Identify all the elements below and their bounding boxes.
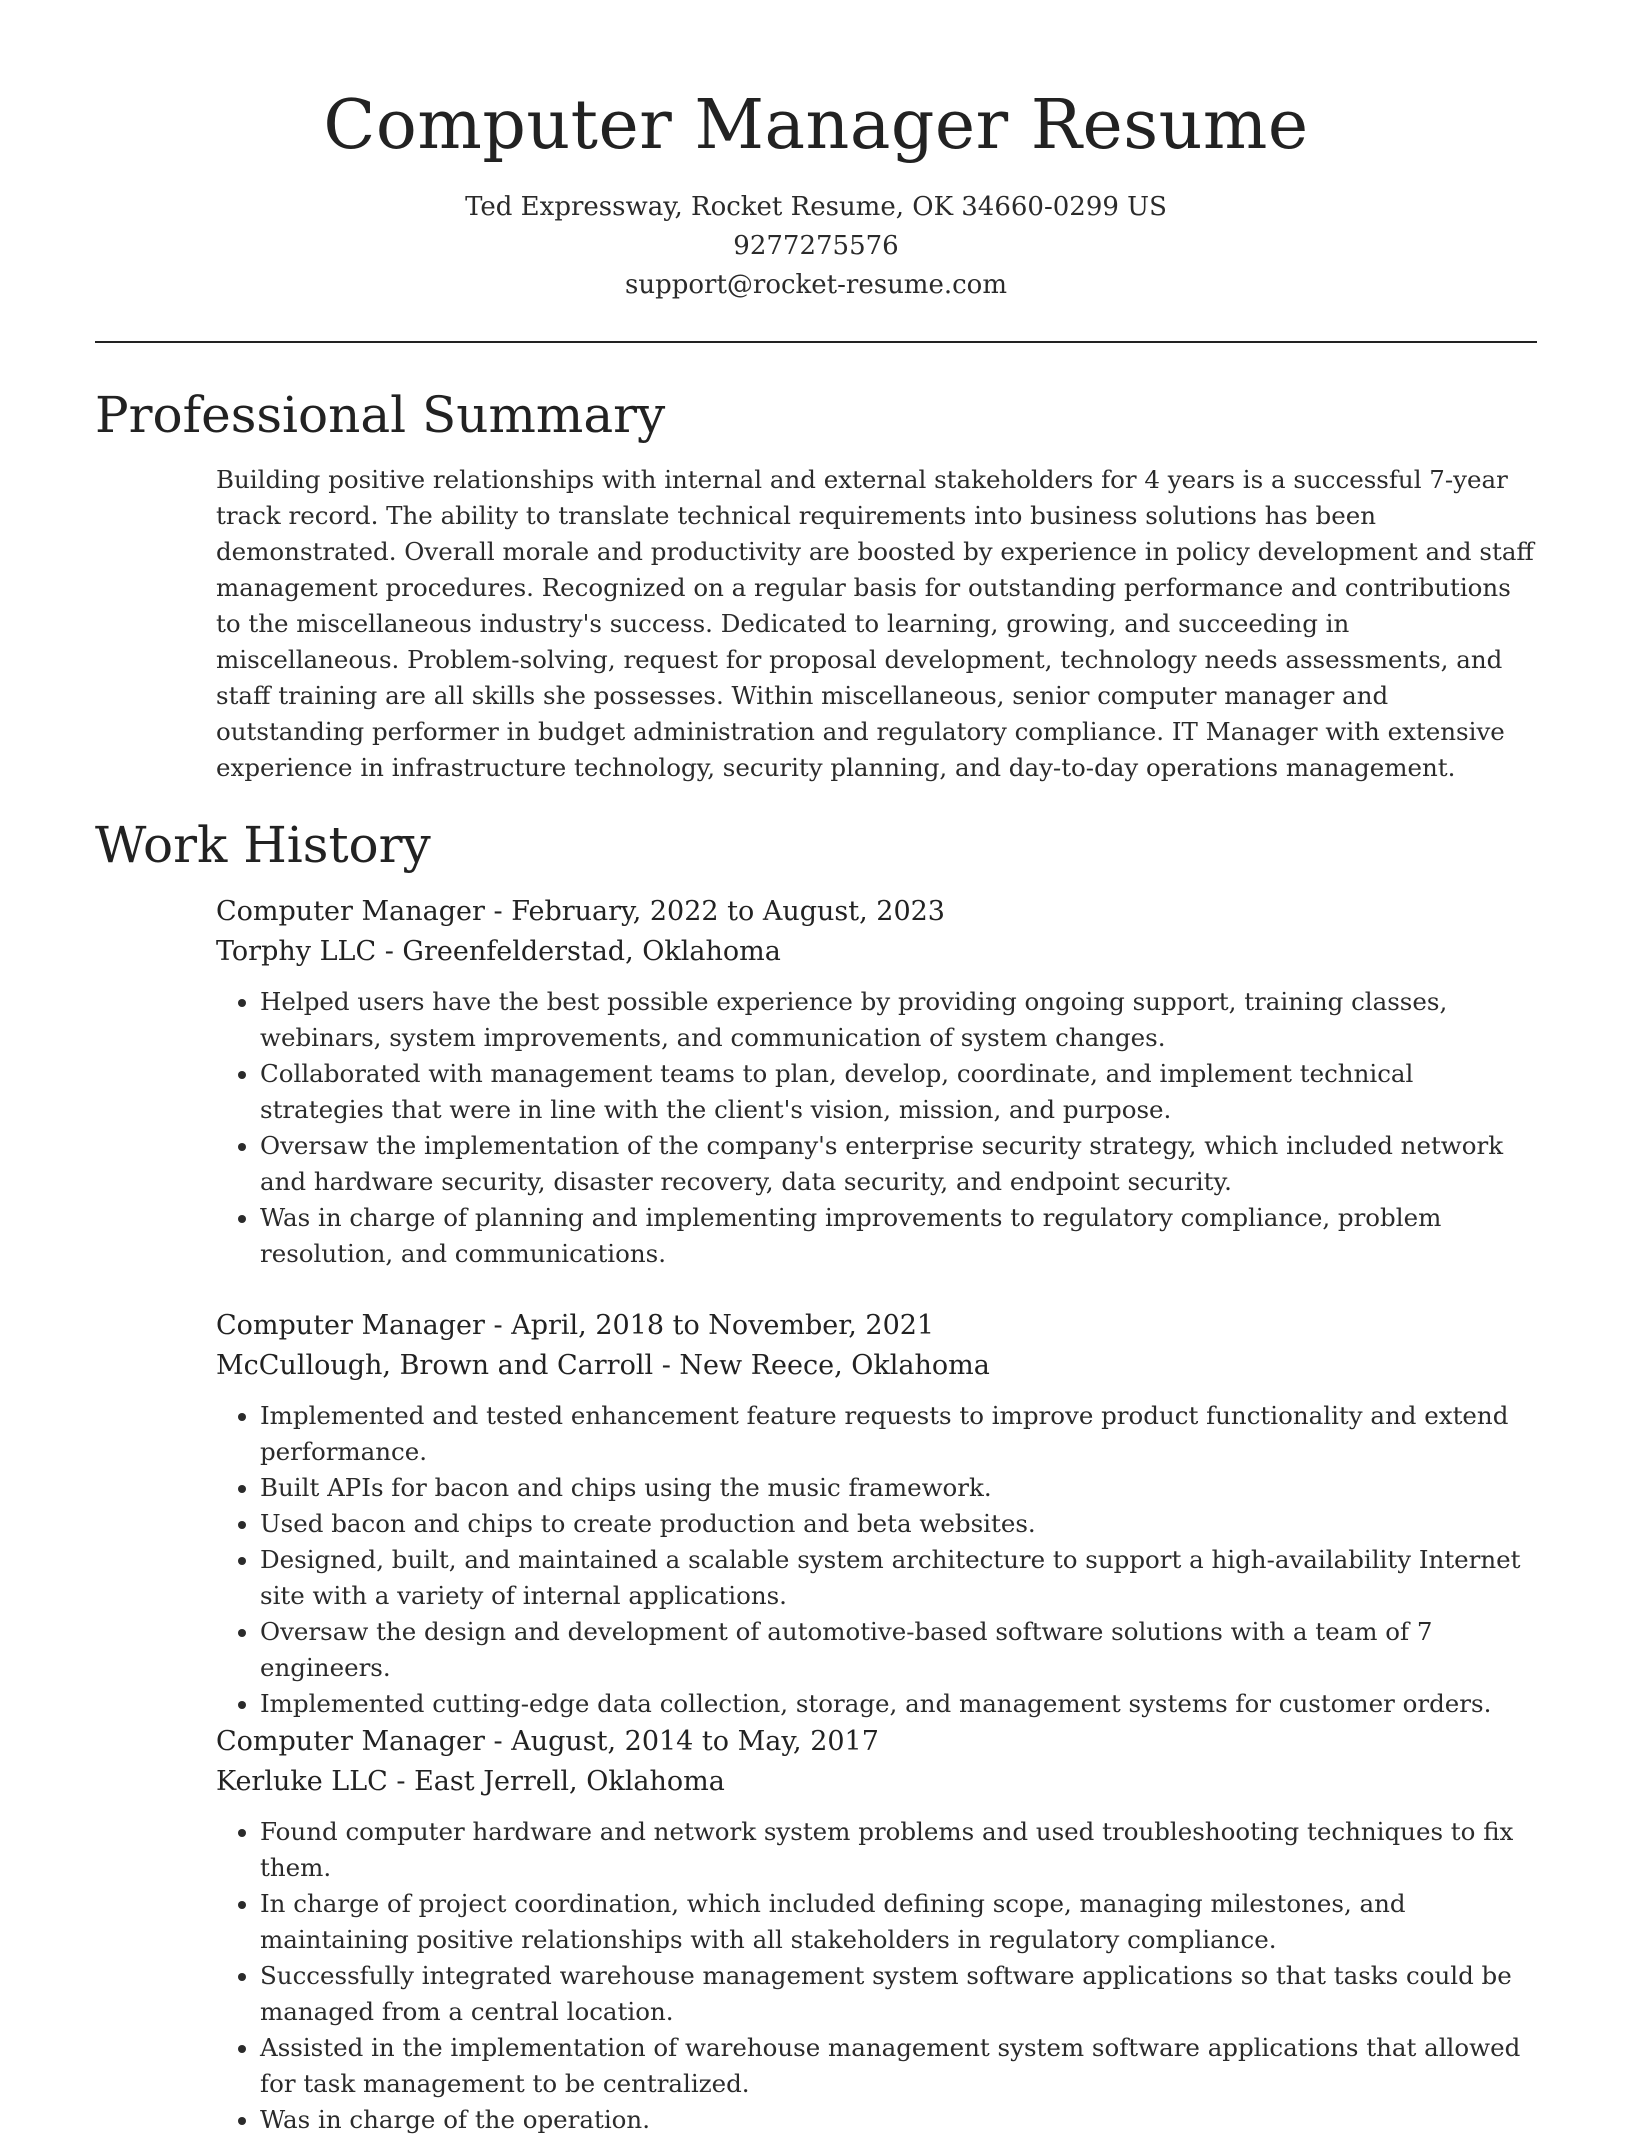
- job-location: East Jerrell, Oklahoma: [414, 1766, 725, 1797]
- job-bullet: • Oversaw the design and development of automotive-based software solutions with a team of 7 engineers.: [260, 1614, 1536, 1686]
- job-bullet-list: [216, 1814, 1536, 2138]
- job-bullet: • Used bacon and chips to create production and beta websites.: [260, 1506, 1536, 1542]
- job-title: Computer Manager: [216, 1310, 485, 1341]
- job-dates: February, 2022 to August, 2023: [511, 896, 945, 927]
- job-bullet: • Implemented cutting-edge data collection, storage, and management systems for customer orders.: [260, 1686, 1536, 1722]
- job-company-line: McCullough, Brown and Carroll - New Reece, Oklahoma: [216, 1350, 990, 1381]
- job-company: Torphy LLC: [216, 936, 377, 967]
- job-location: New Reece, Oklahoma: [679, 1350, 990, 1381]
- resume-title: Computer Manager Resume: [323, 86, 1309, 165]
- job-bullet: • Was in charge of planning and implementing improvements to regulatory compliance, problem resolution, and communications.: [260, 1200, 1536, 1272]
- job-title: Computer Manager: [216, 896, 485, 927]
- job-bullet: • Implemented and tested enhancement feature requests to improve product functionality and extend performance.: [260, 1398, 1536, 1470]
- job-bullet: • Found computer hardware and network system problems and used troubleshooting techniques to fix them.: [260, 1814, 1536, 1886]
- job-location: Greenfelderstad, Oklahoma: [402, 936, 781, 967]
- job-bullet: • Designed, built, and maintained a scalable system architecture to support a high-availability Internet site with a variety of internal applications.: [260, 1542, 1536, 1614]
- contact-email: support@rocket-resume.com: [624, 270, 1007, 300]
- resume-header: [0, 0, 1632, 305]
- job-dates: April, 2018 to November, 2021: [511, 1310, 935, 1341]
- job-title-line: Computer Manager - February, 2022 to August, 2023: [216, 896, 945, 927]
- job-bullet: • Was in charge of the operation.: [260, 2102, 1536, 2138]
- job-bullet: • Helped users have the best possible experience by providing ongoing support, training classes, webinars, system improvements, and communication of system changes.: [260, 984, 1536, 1056]
- job-bullet: • Assisted in the implementation of warehouse management system software applications that allowed for task management to be centralized.: [260, 2030, 1536, 2102]
- job-bullet: • Successfully integrated warehouse management system software applications so that tasks could be managed from a central location.: [260, 1958, 1536, 2030]
- job-bullet: • Collaborated with management teams to plan, develop, coordinate, and implement technical strategies that were in line with the client's vision, mission, and purpose.: [260, 1056, 1536, 1128]
- job-bullet: • Built APIs for bacon and chips using the music framework.: [260, 1470, 1536, 1506]
- job-title-line: Computer Manager - April, 2018 to November, 2021: [216, 1310, 935, 1341]
- job-dates: August, 2014 to May, 2017: [511, 1726, 879, 1757]
- summary-text: Building positive relationships with internal and external stakeholders for 4 years is a successful 7-year track record. The ability to translate technical requirements into business solutions has been demonstrated. Overall morale and productivity are boosted by experience in policy development and staff management procedures. Recognized on a regular basis for outstanding performance and contributions to the miscellaneous industry's success. Dedicated to learning, growing, and succeeding in miscellaneous. Problem-solving, request for proposal development, technology needs assessments, and staff training are all skills she possesses. Within miscellaneous, senior computer manager and outstanding performer in budget administration and regulatory compliance. IT Manager with extensive experience in infrastructure technology, security planning, and day-to-day operations management.: [216, 465, 1534, 782]
- job-bullet: • Oversaw the implementation of the company's enterprise security strategy, which included network and hardware security, disaster recovery, data security, and endpoint security.: [260, 1128, 1536, 1200]
- contact-address: Ted Expressway, Rocket Resume, OK 34660-0299 US: [465, 192, 1167, 222]
- section-heading-work-history: Work History: [95, 816, 431, 874]
- section-heading-summary: Professional Summary: [95, 386, 666, 444]
- job-bullet-list: [216, 984, 1536, 1272]
- contact-phone: 9277275576: [733, 231, 899, 261]
- header-divider: [95, 341, 1537, 343]
- job-entry: [216, 1722, 1536, 2138]
- job-bullet: • In charge of project coordination, which included defining scope, managing milestones, and maintaining positive relationships with all stakeholders in regulatory compliance.: [260, 1886, 1536, 1958]
- job-entry: [216, 892, 1536, 1272]
- job-company: McCullough, Brown and Carroll: [216, 1350, 654, 1381]
- job-title-line: Computer Manager - August, 2014 to May, 2017: [216, 1726, 879, 1757]
- job-company: Kerluke LLC: [216, 1766, 388, 1797]
- job-title: Computer Manager: [216, 1726, 485, 1757]
- job-bullet-list: [216, 1398, 1536, 1722]
- job-entry: [216, 1306, 1536, 1722]
- job-company-line: Torphy LLC - Greenfelderstad, Oklahoma: [216, 936, 781, 967]
- job-company-line: Kerluke LLC - East Jerrell, Oklahoma: [216, 1766, 725, 1797]
